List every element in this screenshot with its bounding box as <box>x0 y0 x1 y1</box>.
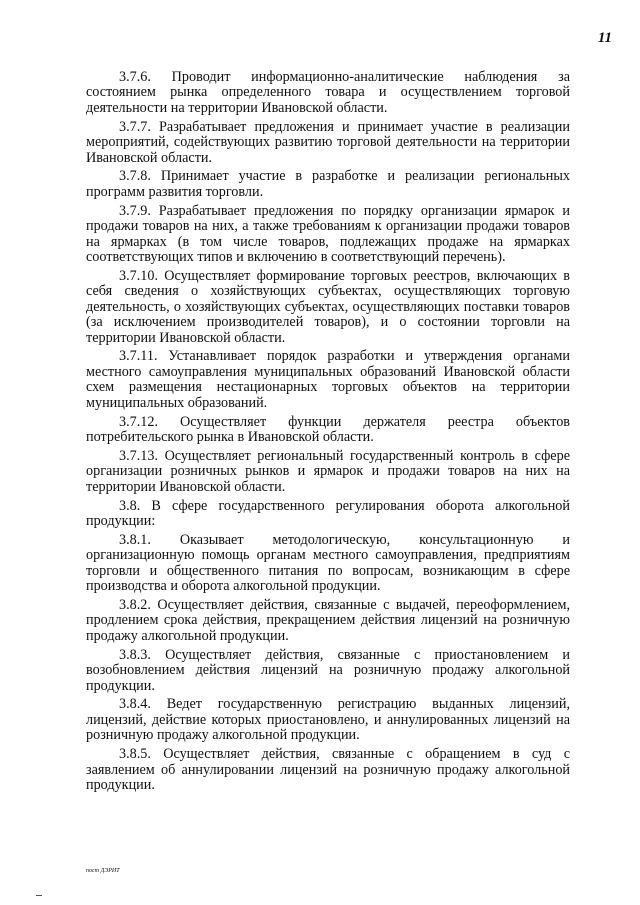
page-number: 11 <box>597 30 612 46</box>
paragraph-3-7-13: 3.7.13. Осуществляет региональный государственный контроль в сфере организации розничных рынков и ярмарок и продажи товаров на них на территории Ивановской области. <box>86 447 570 495</box>
paragraph-3-7-8: 3.7.8. Принимает участие в разработке и реализации региональных программ развития торговли. <box>86 168 570 200</box>
paragraph-3-8-2: 3.8.2. Осуществляет действия, связанные с выдачей, переоформлением, продлением срока действия, прекращением действия лицензий на розничную продажу алкогольной продукции. <box>86 597 570 644</box>
paragraph-3-7-10: 3.7.10. Осуществляет формирование торговых реестров, включающих в себя сведения о хозяйствующих субъектах, осуществляющих торговую деятельность, о хозяйствующих субъектах, осуществляющих поставки товаров (за исключением производителей товаров), и о состоянии торговли на территории Ивановской области. <box>86 267 570 346</box>
paragraph-3-7-7: 3.7.7. Разрабатывает предложения и принимает участие в реализации мероприятий, содействующих развитию торговой деятельности на территории Ивановской области. <box>86 118 570 166</box>
paragraph-3-7-6: 3.7.6. Проводит информационно-аналитические наблюдения за состоянием рынка определенного товара и осуществлением торговой деятельности на территории Ивановской области. <box>86 69 570 116</box>
footer-note: пост ДЭРИТ <box>86 868 120 874</box>
paragraph-3-7-11: 3.7.11. Устанавливает порядок разработки и утверждения органами местного самоуправления муниципальных образований Ивановской области схем размещения нестационарных торговых объектов на территории муниципальных образований. <box>86 348 570 411</box>
paragraph-3-8-1: 3.8.1. Оказывает методологическую, консультационную и организационную помощь органам местного самоуправления, предприятиям торговли и общественного питания по вопросам, возникающим в сфере производства и оборота алкогольной продукции. <box>86 531 570 595</box>
paragraph-3-8: 3.8. В сфере государственного регулирования оборота алкогольной продукции: <box>86 497 570 529</box>
margin-mark <box>36 895 42 896</box>
paragraph-3-7-9: 3.7.9. Разрабатывает предложения по порядку организации ярмарок и продажи товаров на них, а также требованиям к организации продажи товаров на ярмарках (в том числе товаров, подлежащих продаже на ярмарках соответствующих типов и включению в соответствующий перечень). <box>86 202 570 265</box>
paragraph-3-8-5: 3.8.5. Осуществляет действия, связанные с обращением в суд с заявлением об аннулировании лицензий на розничную продажу алкогольной продукции. <box>86 746 570 793</box>
paragraph-3-7-12: 3.7.12. Осуществляет функции держателя реестра объектов потребительского рынка в Ивановской области. <box>86 413 570 445</box>
paragraph-3-8-4: 3.8.4. Ведет государственную регистрацию выданных лицензий, лицензий, действие которых приостановлено, и аннулированных лицензий на розничную продажу алкогольной продукции. <box>86 696 570 744</box>
paragraph-3-8-3: 3.8.3. Осуществляет действия, связанные с приостановлением и возобновлением действия лицензий на розничную продажу алкогольной продукции. <box>86 646 570 694</box>
document-body <box>86 70 570 797</box>
